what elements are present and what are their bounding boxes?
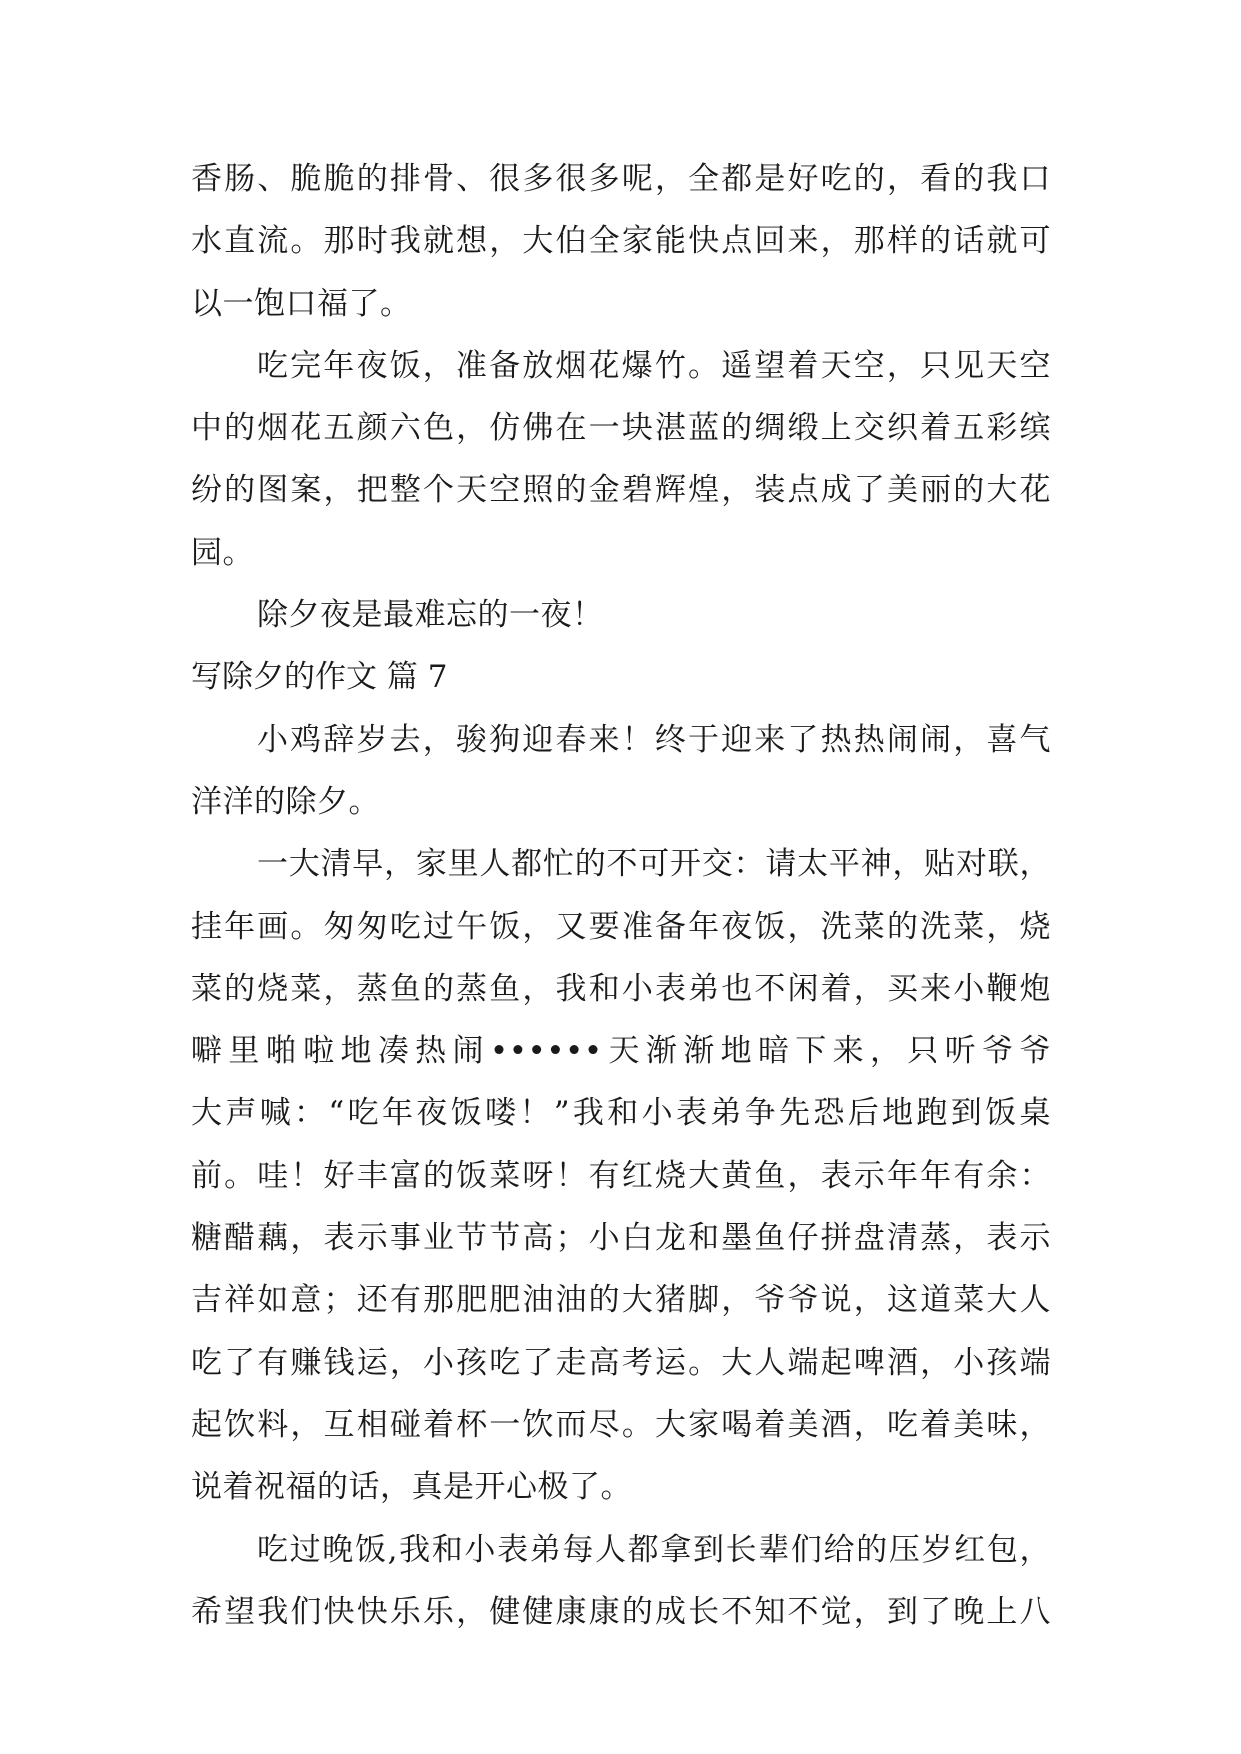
paragraph (191, 833, 1051, 1518)
text-line: 洋洋的除夕。 (191, 783, 380, 820)
text-line: 除夕夜是最难忘的一夜！ (257, 597, 604, 634)
text-line: 前。哇！好丰富的饭菜呀！有红烧大黄鱼，表示年年有余： (191, 1157, 1051, 1194)
text-line: 吃过晚饭,我和小表弟每人都拿到长辈们给的压岁红包， (257, 1531, 1051, 1568)
document-page (191, 148, 1051, 1643)
paragraph (191, 709, 1051, 834)
text-line: 挂年画。匆匆吃过午饭，又要准备年夜饭，洗菜的洗菜，烧 (191, 908, 1051, 945)
text-line: 小鸡辞岁去，骏狗迎春来！终于迎来了热热闹闹，喜气 (257, 721, 1051, 758)
text-line: 说着祝福的话，真是开心极了。 (191, 1469, 632, 1506)
text-line: 纷的图案，把整个天空照的金碧辉煌，装点成了美丽的大花 (191, 472, 1051, 509)
text-line: 起饮料，互相碰着杯一饮而尽。大家喝着美酒，吃着美味， (191, 1406, 1051, 1443)
text-line: 噼里啪啦地凑热闹••••••天渐渐地暗下来，只听爷爷 (191, 1033, 1051, 1070)
paragraph (191, 1519, 1051, 1644)
text-line: 园。 (191, 534, 254, 571)
text-line: 菜的烧菜，蒸鱼的蒸鱼，我和小表弟也不闲着，买来小鞭炮 (191, 970, 1051, 1007)
text-line: 一大清早，家里人都忙的不可开交：请太平神，贴对联， (257, 846, 1051, 883)
text-line: 希望我们快快乐乐，健健康康的成长不知不觉，到了晚上八 (191, 1593, 1051, 1630)
paragraph (191, 584, 1051, 646)
paragraph (191, 335, 1051, 584)
text-line: 中的烟花五颜六色，仿佛在一块湛蓝的绸缎上交织着五彩缤 (191, 410, 1051, 447)
text-line: 吃完年夜饭，准备放烟花爆竹。遥望着天空，只见天空 (257, 347, 1051, 384)
text-line: 糖醋藕，表示事业节节高；小白龙和墨鱼仔拼盘清蒸，表示 (191, 1220, 1051, 1257)
heading-text: 写除夕的作文 篇 7 (191, 659, 448, 696)
text-line: 以一饱口福了。 (191, 285, 412, 322)
text-line: 吉祥如意；还有那肥肥油油的大猪脚，爷爷说，这道菜大人 (191, 1282, 1051, 1319)
text-line: 水直流。那时我就想，大伯全家能快点回来，那样的话就可 (191, 223, 1051, 260)
text-line: 大声喊：“吃年夜饭喽！”我和小表弟争先恐后地跑到饭桌 (191, 1095, 1051, 1132)
text-line: 吃了有赚钱运，小孩吃了走高考运。大人端起啤酒，小孩端 (191, 1344, 1051, 1381)
paragraph (191, 148, 1051, 335)
section-heading (191, 646, 1051, 708)
text-line: 香肠、脆脆的排骨、很多很多呢，全都是好吃的，看的我口 (191, 161, 1051, 197)
